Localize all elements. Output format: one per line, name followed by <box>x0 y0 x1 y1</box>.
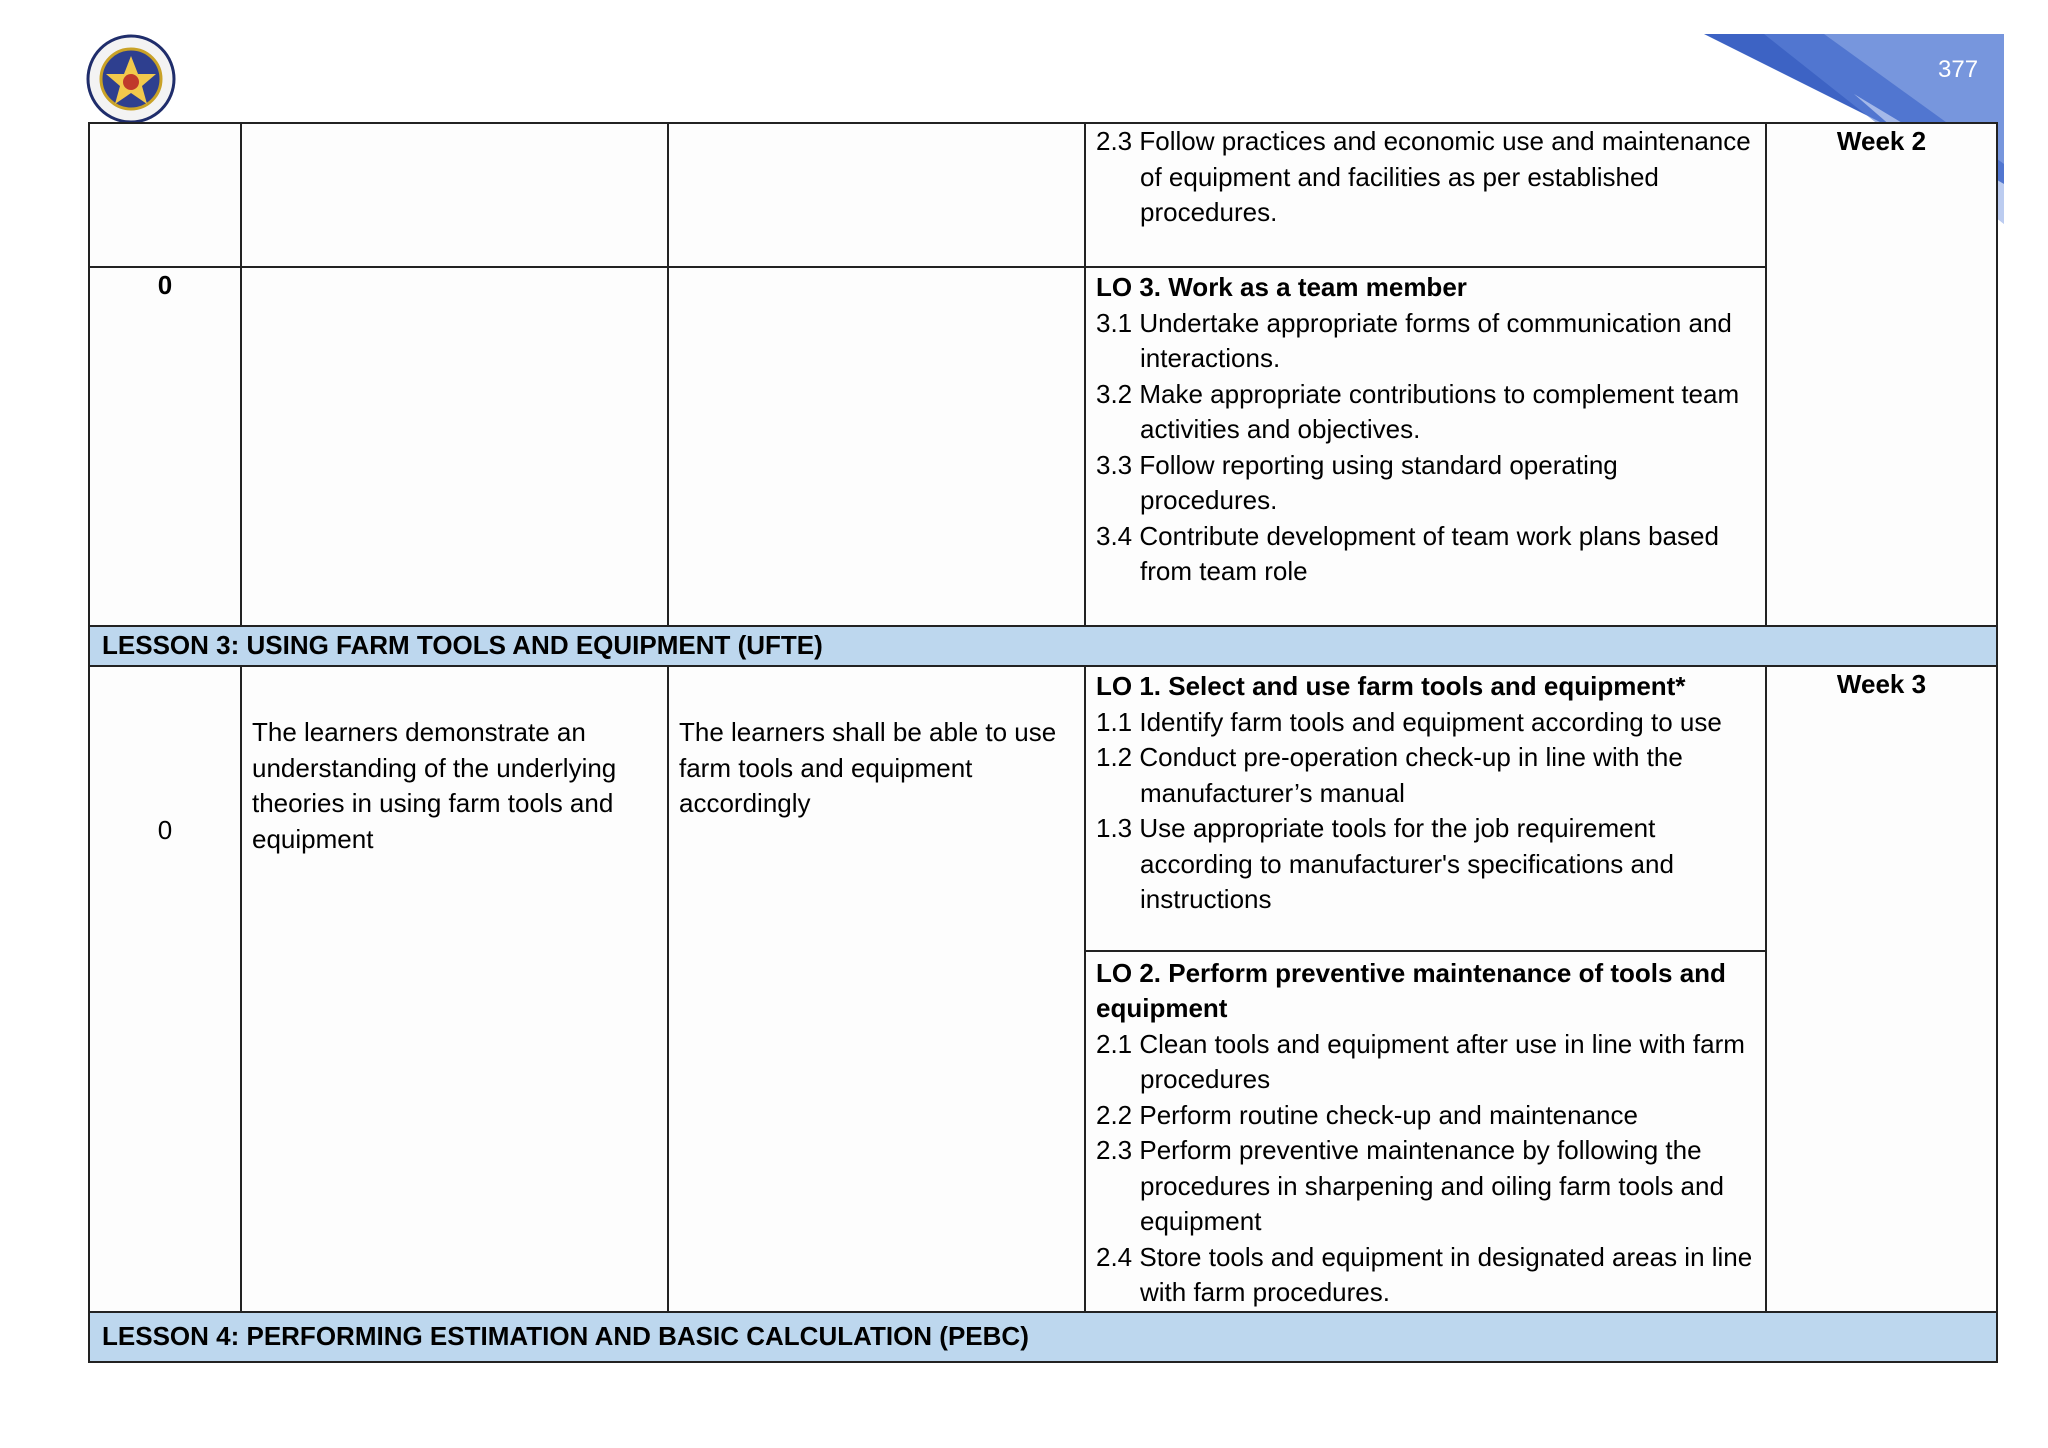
learning-outcome-cell <box>1085 666 1766 1312</box>
list-item: 2.4 Store tools and equipment in designated areas in line with farm procedures. <box>1096 1241 1753 1307</box>
code-cell <box>89 666 241 1312</box>
lo-title: LO 2. Perform preventive maintenance of tools and equipment <box>1096 957 1726 1023</box>
lesson-heading: LESSON 4: PERFORMING ESTIMATION AND BASIC CALCULATION (PEBC) <box>89 1312 1997 1362</box>
table-cell <box>241 123 668 267</box>
lesson-header-row <box>89 1312 1997 1362</box>
table-row <box>89 267 1997 626</box>
lesson-header-row <box>89 626 1997 666</box>
performance-standard-text: The learners shall be able to use farm tools and equipment accordingly <box>679 717 1057 818</box>
performance-standard-cell <box>668 666 1085 1312</box>
list-item: 3.4 Contribute development of team work plans based from team role <box>1096 520 1719 586</box>
table-cell <box>668 267 1085 626</box>
week-cell: Week 3 <box>1766 666 1997 1312</box>
content-standard-cell <box>241 666 668 1312</box>
learning-outcome-cell <box>1085 123 1766 267</box>
lesson-heading: LESSON 3: USING FARM TOOLS AND EQUIPMENT (UFTE) <box>89 626 1997 666</box>
table-row <box>89 123 1997 267</box>
list-item: 3.2 Make appropriate contributions to complement team activities and objectives. <box>1096 378 1740 444</box>
code-value: 0 <box>157 815 173 845</box>
list-item: 3.3 Follow reporting using standard operating procedures. <box>1096 449 1618 515</box>
deped-seal-logo <box>86 34 176 124</box>
list-item: 1.3 Use appropriate tools for the job requirement according to manufacturer's specifications and instructions <box>1096 813 1674 914</box>
list-item: 1.1 Identify farm tools and equipment according to use <box>1096 706 1722 737</box>
table-cell <box>668 123 1085 267</box>
code-cell: 0 <box>89 267 241 626</box>
lo-title: LO 3. Work as a team member <box>1096 272 1467 302</box>
list-item: 2.3 Perform preventive maintenance by following the procedures in sharpening and oiling farm tools and equipment <box>1096 1135 1724 1236</box>
list-item: 2.3 Follow practices and economic use and maintenance of equipment and facilities as per established procedures. <box>1096 126 1751 227</box>
curriculum-table <box>88 122 1998 1363</box>
list-item: 1.2 Conduct pre-operation check-up in line with the manufacturer’s manual <box>1096 742 1683 808</box>
list-item: 3.1 Undertake appropriate forms of communication and interactions. <box>1096 307 1732 373</box>
table-cell <box>241 267 668 626</box>
learning-outcome-cell <box>1085 267 1766 626</box>
table-cell <box>89 123 241 267</box>
table-row <box>89 666 1997 1312</box>
lo-title: LO 1. Select and use farm tools and equipment* <box>1096 671 1686 701</box>
list-item: 2.2 Perform routine check-up and maintenance <box>1096 1099 1638 1130</box>
list-item: 2.1 Clean tools and equipment after use in line with farm procedures <box>1096 1028 1745 1094</box>
content-standard-text: The learners demonstrate an understanding of the underlying theories in using farm tools and equipment <box>252 717 617 854</box>
page-number: 377 <box>1938 56 1979 83</box>
week-cell: Week 2 <box>1766 123 1997 626</box>
